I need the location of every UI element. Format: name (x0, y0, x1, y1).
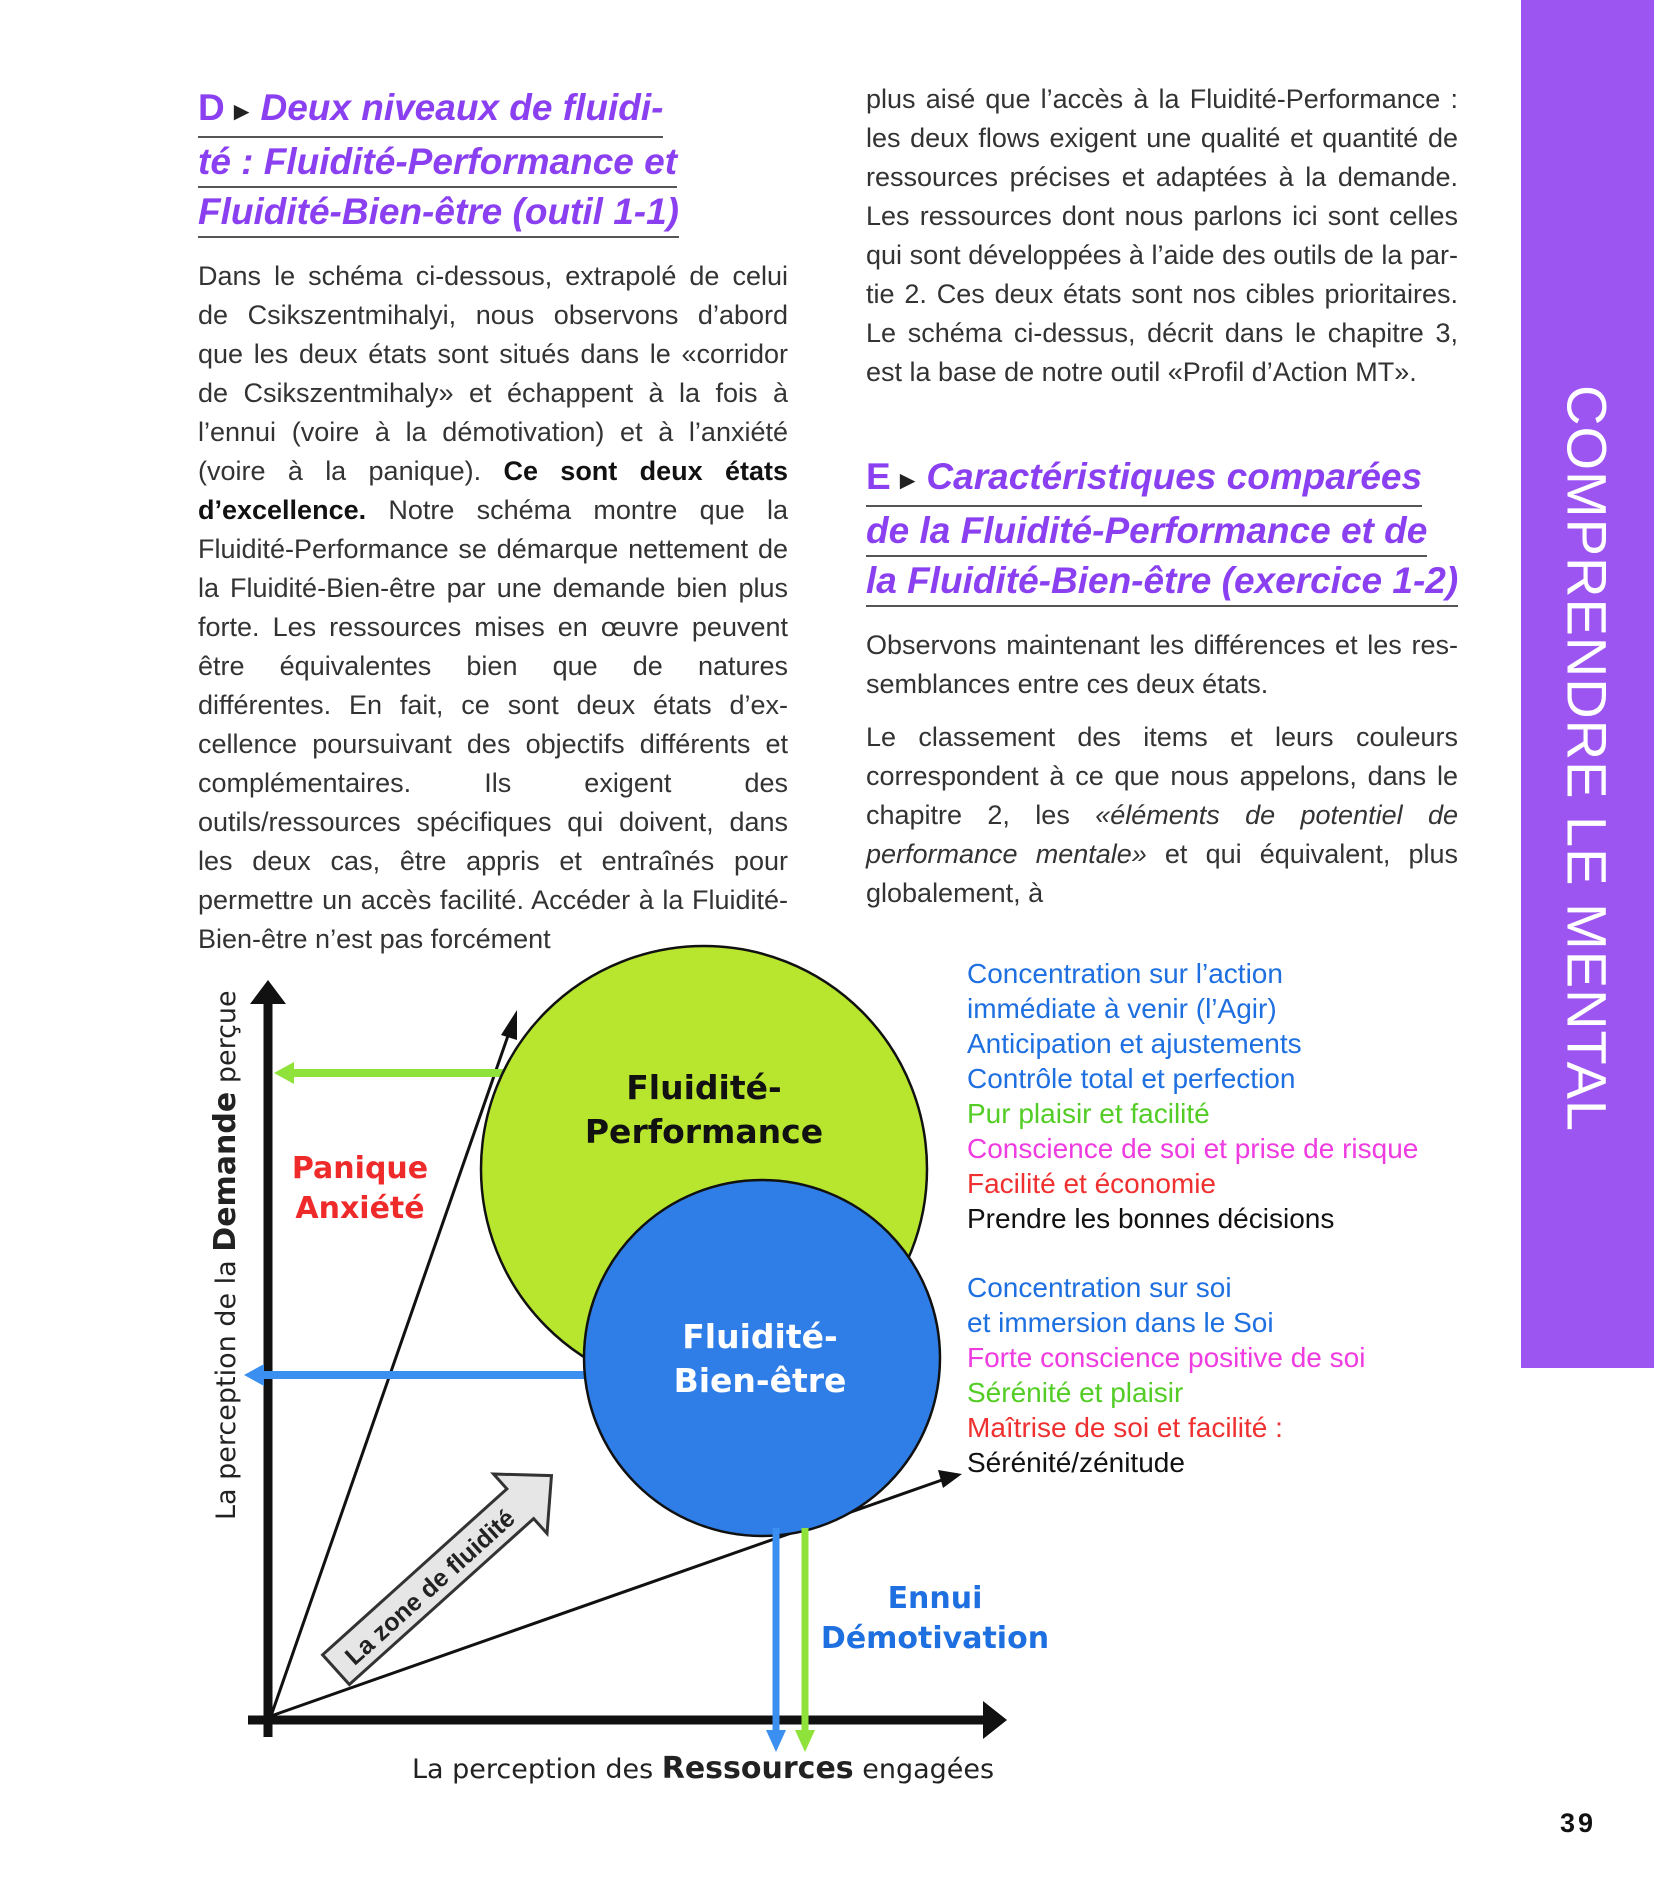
x-axis-label-bold: Ressources (661, 1751, 854, 1786)
corridor-lower-arrowhead (938, 1470, 962, 1488)
list-item: Facilité et économie (967, 1168, 1217, 1199)
y-axis-label (208, 990, 243, 1520)
section-d-title-line3: Fluidité-Bien-être (outil 1-1) (198, 188, 679, 238)
section-e-title-line1: Caractéristiques comparées (926, 456, 1423, 497)
section-e-title-line3: la Fluidité-Bien-être (exercice 1-2) (866, 557, 1458, 607)
performance-resources-arrowhead (795, 1730, 815, 1752)
triangle-right-icon: ► (894, 465, 921, 495)
list-item: Prendre les bonnes décisions (967, 1203, 1335, 1234)
y-axis-label-prefix: La perception de la (211, 1251, 242, 1520)
y-axis-label-bold: Demande (208, 1091, 243, 1252)
fluidity-zone-label: La zone de fluidité (339, 1504, 521, 1671)
list-item: et immersion dans le Soi (967, 1307, 1274, 1338)
list-item: immédiate à venir (l’Agir) (967, 993, 1277, 1024)
section-d-title-line2: té : Fluidité-Performance et (198, 138, 677, 188)
page-number: 39 (1560, 1808, 1597, 1838)
right-text-3a: Le classement des items et leurs couleurs correspondent à ce que nous appelons, dans le chapitre 2, les (866, 722, 1458, 830)
boredom-label: Ennui (887, 1581, 983, 1616)
triangle-right-icon: ► (228, 96, 255, 126)
fluidity-zone-arrow (309, 1446, 578, 1699)
right-text-3-italic: «éléments de potentiel de performance mentale» (866, 800, 1458, 869)
performance-characteristics-list (967, 956, 1418, 1236)
x-axis-arrowhead (983, 1701, 1007, 1739)
wellbeing-circle-label-1: Fluidité- (682, 1317, 838, 1356)
list-item: Pur plaisir et facilité (967, 1098, 1210, 1129)
left-text-1: Dans le schéma ci-dessous, extrapolé de celui de Csikszentmihalyi, nous observons d’abord que les deux états sont situés dans le «corridor de Csikszentmihaly» et échappent à la fois à l’ennui (voire à la démotivation) et à l’anxiété (voire à la panique). (198, 261, 788, 486)
list-item: Conscience de soi et prise de risque (967, 1133, 1419, 1164)
demotivation-label: Démotivation (820, 1621, 1050, 1656)
y-axis-arrowhead (250, 980, 286, 1004)
list-item: Concentration sur soi (967, 1272, 1232, 1303)
performance-circle-label-1: Fluidité- (626, 1068, 782, 1107)
list-item: Sérénité et plaisir (967, 1377, 1184, 1408)
left-bold-text: Ce sont deux états d’excellence. (198, 456, 788, 525)
list-item: Forte conscience positive de soi (967, 1342, 1366, 1373)
wellbeing-demand-arrowhead (244, 1364, 264, 1386)
left-text-2: Notre schéma montre que la Fluidité-Performance se démarque nettement de la Fluidité-Bien-être par une demande bien plus forte. Les ressources mises en œuvre peuvent être équivalentes bien que de natures différentes. En fait, ce sont deux états d’excellence poursuivant des objectifs différents et complémentaires. Ils exigent des outils/ressources spécifiques qui doivent, dans les deux cas, être appris et entraînés pour permettre un accès facilité. Accéder à la Fluidité-Bien-être n’est pas forcément (198, 495, 788, 954)
x-axis-label (412, 1751, 994, 1786)
right-paragraph-2: Observons maintenant les différences et les ressemblances entre ces deux états. (866, 630, 1458, 699)
right-paragraph-1: plus aisé que l’accès à la Fluidité-Performance : les deux flows exigent une qualité et quantité de ressources précises et adaptées à la demande. Les ressources dont nous parlons ici sont celles qui sont développées à l’aide des outils de la partie 2. Ces deux états sont nos cibles prioritaires. Le schéma ci-dessus, décrit dans le chapitre 3, est la base de notre outil «Profil d’Action MT». (866, 84, 1458, 387)
wellbeing-circle (584, 1180, 940, 1536)
list-item: Maîtrise de soi et facilité : (967, 1412, 1283, 1443)
section-e-title-line2: de la Fluidité-Performance et de (866, 507, 1427, 557)
x-axis-label-suffix: engagées (853, 1754, 995, 1785)
list-item: Anticipation et ajustements (967, 1028, 1302, 1059)
list-item: Contrôle total et perfection (967, 1063, 1296, 1094)
section-d-letter: D (198, 87, 225, 128)
wellbeing-characteristics-list (967, 1270, 1365, 1480)
list-item: Sérénité/zénitude (967, 1447, 1185, 1478)
wellbeing-resources-arrowhead (766, 1730, 786, 1752)
performance-circle-label-2: Performance (584, 1112, 824, 1151)
panic-label: Panique (291, 1151, 429, 1186)
list-item: Concentration sur l’action (967, 958, 1283, 989)
corridor-upper-arrowhead (501, 1010, 517, 1040)
wellbeing-circle-label-2: Bien-être (673, 1361, 847, 1400)
performance-demand-arrowhead (274, 1062, 294, 1084)
right-text-3b: et qui équivalent, plus globalement, à (866, 839, 1458, 908)
y-axis-label-suffix: perçue (211, 990, 242, 1092)
chapter-side-tab-label: COMPRENDRE LE MENTAL (1555, 385, 1619, 1133)
section-e-letter: E (866, 456, 891, 497)
section-d-title-line1: Deux niveaux de fluidi- (260, 87, 664, 128)
anxiety-label: Anxiété (295, 1191, 425, 1226)
x-axis-label-prefix: La perception des (412, 1754, 662, 1785)
